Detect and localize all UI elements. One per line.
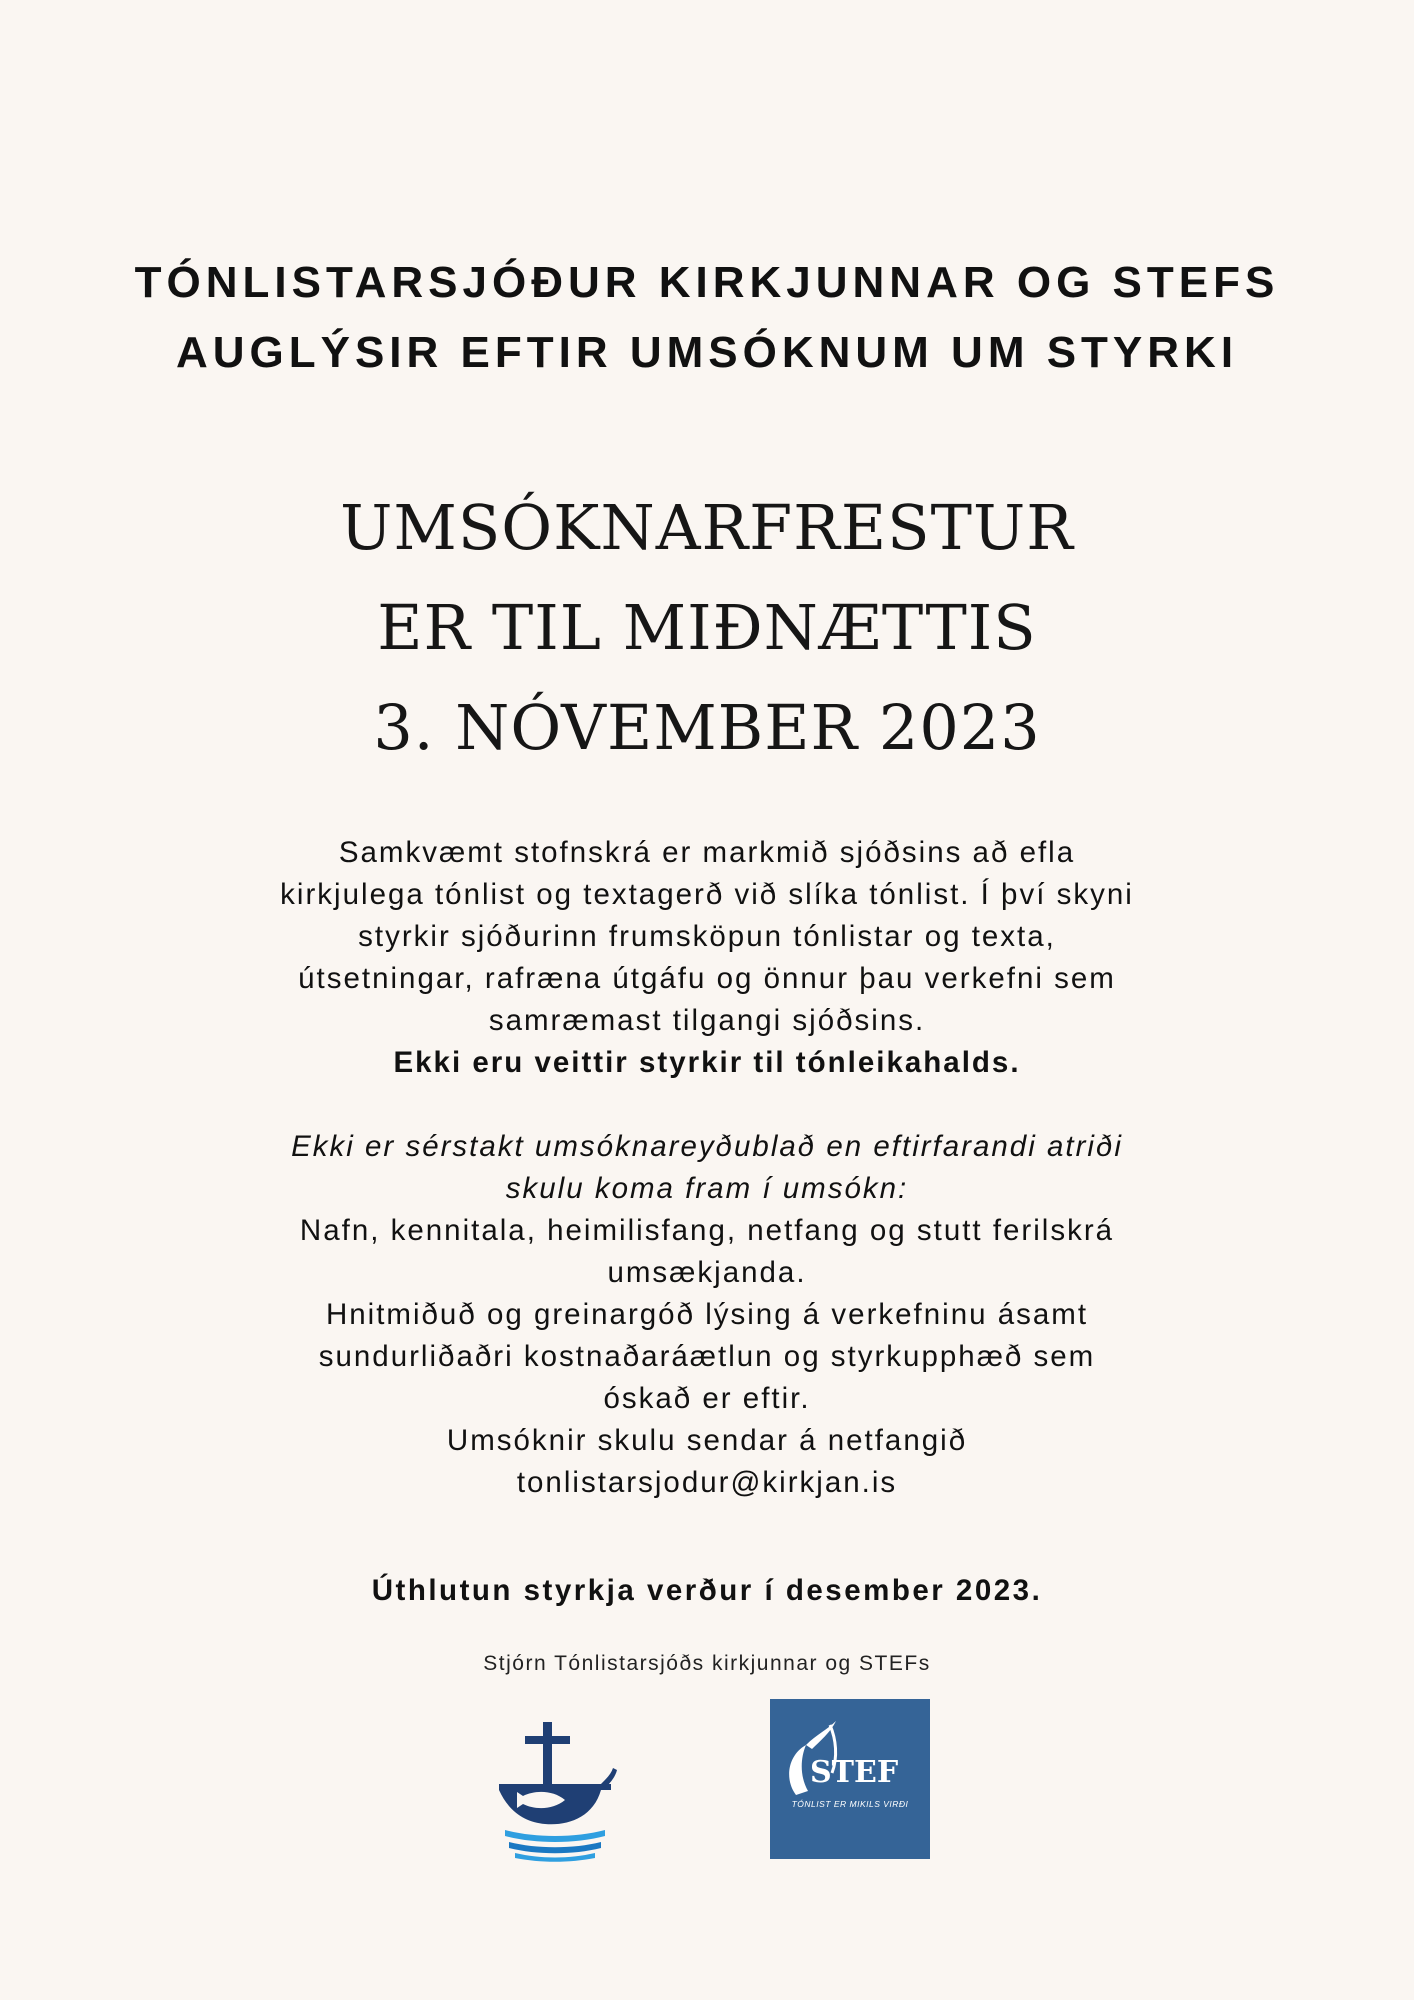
requirements-line: sundurliðaðri kostnaðaráætlun og styrkupphæð sem: [318, 1340, 1096, 1373]
purpose-line: Samkvæmt stofnskrá er markmið sjóðsins að efla: [338, 836, 1076, 869]
church-cross-boat-logo-icon: [495, 1722, 625, 1862]
announcement-body: [207, 832, 1207, 1504]
requirements-intro-line: Ekki er sérstakt umsóknareyðublað en eftirfarandi atriði: [291, 1130, 1123, 1163]
allocation-notice: Úthlutun styrkja verður í desember 2023.: [371, 1574, 1043, 1607]
deadline-heading: [0, 478, 1414, 778]
requirements-line: Nafn, kennitala, heimilisfang, netfang og stutt ferilskrá: [299, 1214, 1115, 1247]
deadline-line-2: ER TIL MIÐNÆTTIS: [377, 591, 1037, 664]
requirements-line: óskað er eftir.: [603, 1382, 811, 1415]
requirements-line: Umsóknir skulu sendar á netfangið: [446, 1424, 968, 1457]
header-line-1: TÓNLISTARSJÓÐUR KIRKJUNNAR OG STEFS: [134, 258, 1280, 307]
paragraph-gap: [207, 1084, 1207, 1126]
purpose-line: kirkjulega tónlist og textagerð við slíka tónlist. Í því skyni: [280, 878, 1134, 911]
requirements-line: umsækjanda.: [607, 1256, 807, 1289]
requirements-intro-line: skulu koma fram í umsókn:: [505, 1172, 909, 1205]
purpose-line: styrkir sjóðurinn frumsköpun tónlistar og texta,: [358, 920, 1056, 953]
contact-email: tonlistarsjodur@kirkjan.is: [516, 1466, 898, 1499]
requirements-line: Hnitmiðuð og greinargóð lýsing á verkefninu ásamt: [325, 1298, 1089, 1331]
header-line-2: AUGLÝSIR EFTIR UMSÓKNUM UM STYRKI: [175, 328, 1239, 377]
stef-logo-icon: [770, 1699, 930, 1859]
deadline-line-1: UMSÓKNARFRESTUR: [340, 491, 1074, 564]
purpose-line: samræmast tilgangi sjóðsins.: [488, 1004, 926, 1037]
page-header: [0, 248, 1414, 388]
deadline-line-3: 3. NÓVEMBER 2023: [373, 691, 1041, 764]
stef-logo-word: STEF: [810, 1755, 899, 1790]
board-signature: Stjórn Tónlistarsjóðs kirkjunnar og STEFs: [483, 1652, 931, 1675]
purpose-line: útsetningar, rafræna útgáfu og önnur þau verkefni sem: [298, 962, 1116, 995]
no-concert-grants-note: Ekki eru veittir styrkir til tónleikahalds.: [393, 1046, 1021, 1079]
stef-logo-tagline: TÓNLIST ER MIKILS VIRÐI: [791, 1799, 909, 1809]
